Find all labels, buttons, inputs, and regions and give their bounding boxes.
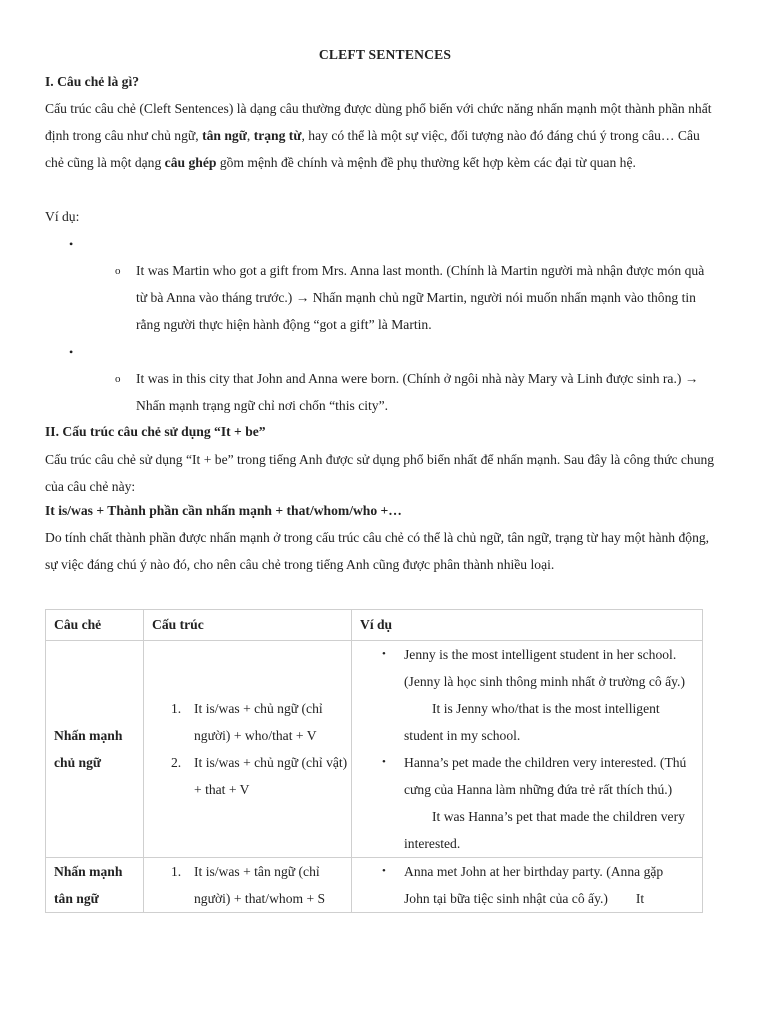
example-sentence: Jenny is the most intelligent student in her school. (Jenny là học sinh thông minh nhất ở trường cô ấy.) bbox=[404, 647, 685, 689]
bold-term: trạng từ bbox=[253, 128, 302, 143]
item-number: 2. bbox=[171, 755, 182, 770]
bullet-icon: • bbox=[382, 648, 386, 660]
bold-term: câu ghép bbox=[164, 155, 217, 170]
example-2: It was in this city that John and Anna were born. (Chính ở ngôi nhà này Mary và Linh được sinh ra.) → Nhấn mạnh trạng ngữ chỉ nơi chốn “this city”. bbox=[136, 371, 699, 413]
structure-item bbox=[144, 749, 351, 803]
example-cleft: It bbox=[635, 891, 645, 906]
example-item bbox=[352, 641, 702, 749]
example-cleft: It was Hanna’s pet that made the children very interested. bbox=[404, 809, 685, 851]
structure-item bbox=[144, 858, 351, 912]
section-1-paragraph bbox=[45, 95, 721, 176]
example-1: It was Martin who got a gift from Mrs. Anna last month. (Chính là Martin người mà nhận được món quà từ bà Anna vào tháng trước.) → Nhấn mạnh chủ ngữ Martin, người nói muốn nhấn mạnh vào thông tin rằng người thực hiện hành động “got a gift” là Martin. bbox=[136, 263, 705, 332]
sub-bullet-icon: o bbox=[115, 373, 121, 385]
structure-text: It is/was + chủ ngữ (chỉ vật) + that + V bbox=[194, 755, 348, 797]
example-list bbox=[352, 858, 702, 912]
table-header-cell: Câu chẻ bbox=[46, 610, 144, 641]
item-number: 1. bbox=[171, 701, 182, 716]
sub-bullet-icon: o bbox=[115, 265, 121, 277]
example-cell bbox=[352, 858, 703, 913]
table-row bbox=[46, 858, 703, 913]
row-label: Nhấn mạnh chủ ngữ bbox=[46, 641, 144, 858]
structure-list bbox=[144, 858, 351, 912]
structure-text: It is/was + chủ ngữ (chỉ người) + who/that + V bbox=[194, 701, 323, 743]
bullet-icon: • bbox=[382, 756, 386, 768]
structure-cell bbox=[144, 641, 352, 858]
table-header-cell: Ví dụ bbox=[352, 610, 703, 641]
structure-list bbox=[144, 695, 351, 803]
example-item bbox=[352, 858, 702, 912]
example-list bbox=[352, 641, 702, 857]
example-item bbox=[352, 749, 702, 857]
paragraph-text: gồm mệnh đề chính và mệnh đề phụ thường kết hợp kèm các đại từ quan hệ. bbox=[216, 155, 636, 170]
paragraph-text: Cấu trúc câu chẻ (Cleft Sentences) là dạng câu thường được dùng phổ biến với chức năng nhấn mạnh một thành phần nhất định trong câu như chủ ngữ, bbox=[45, 101, 712, 143]
separator: , bbox=[246, 128, 254, 143]
document-title: CLEFT SENTENCES bbox=[318, 47, 452, 62]
structure-cell bbox=[144, 858, 352, 913]
bullet-icon: • bbox=[69, 237, 74, 251]
cleft-sentence-table bbox=[45, 609, 703, 913]
paragraph-text: , hay có thể là một sự việc, đối tượng nào đó đáng chú ý trong câu… Câu chẻ cũng là một dạng bbox=[45, 128, 700, 170]
table-row bbox=[46, 641, 703, 858]
example-sentence: Anna met John at her birthday party. (Anna gặp John tại bữa tiệc sinh nhật của cô ấy.) bbox=[404, 864, 664, 906]
section-2-heading: II. Cấu trúc câu chẻ sử dụng “It + be” bbox=[45, 424, 266, 439]
row-label: Nhấn mạnh tân ngữ bbox=[46, 858, 144, 913]
table-header-cell: Cấu trúc bbox=[144, 610, 352, 641]
formula: It is/was + Thành phần cần nhấn mạnh + that/whom/who +… bbox=[45, 503, 402, 518]
section-2-intro: Cấu trúc câu chẻ sử dụng “It + be” trong tiếng Anh được sử dụng phổ biến nhất để nhấn mạnh. Sau đây là công thức chung của câu chẻ này: bbox=[45, 452, 715, 494]
item-number: 1. bbox=[171, 864, 182, 879]
bold-term: tân ngữ bbox=[202, 128, 247, 143]
structure-item bbox=[144, 695, 351, 749]
example-cleft: It is Jenny who/that is the most intelligent student in my school. bbox=[404, 701, 660, 743]
bullet-icon: • bbox=[69, 345, 74, 359]
example-cell bbox=[352, 641, 703, 858]
section-1-heading: I. Câu chẻ là gì? bbox=[45, 74, 140, 89]
example-sentence: Hanna’s pet made the children very interested. (Thú cưng của Hanna làm những đứa trẻ rất thích thú.) bbox=[404, 755, 687, 797]
table-header-row bbox=[46, 610, 703, 641]
structure-text: It is/was + tân ngữ (chỉ người) + that/whom + S bbox=[194, 864, 326, 906]
section-2-explanation: Do tính chất thành phần được nhấn mạnh ở trong cấu trúc câu chẻ có thể là chủ ngữ, tân ngữ, trạng từ hay một hành động, sự việc đáng chú ý nào đó, cho nên câu chẻ trong tiếng Anh cũng được phân thành nhiều loại. bbox=[45, 530, 710, 572]
example-label: Ví dụ: bbox=[45, 209, 80, 224]
bullet-icon: • bbox=[382, 865, 386, 877]
